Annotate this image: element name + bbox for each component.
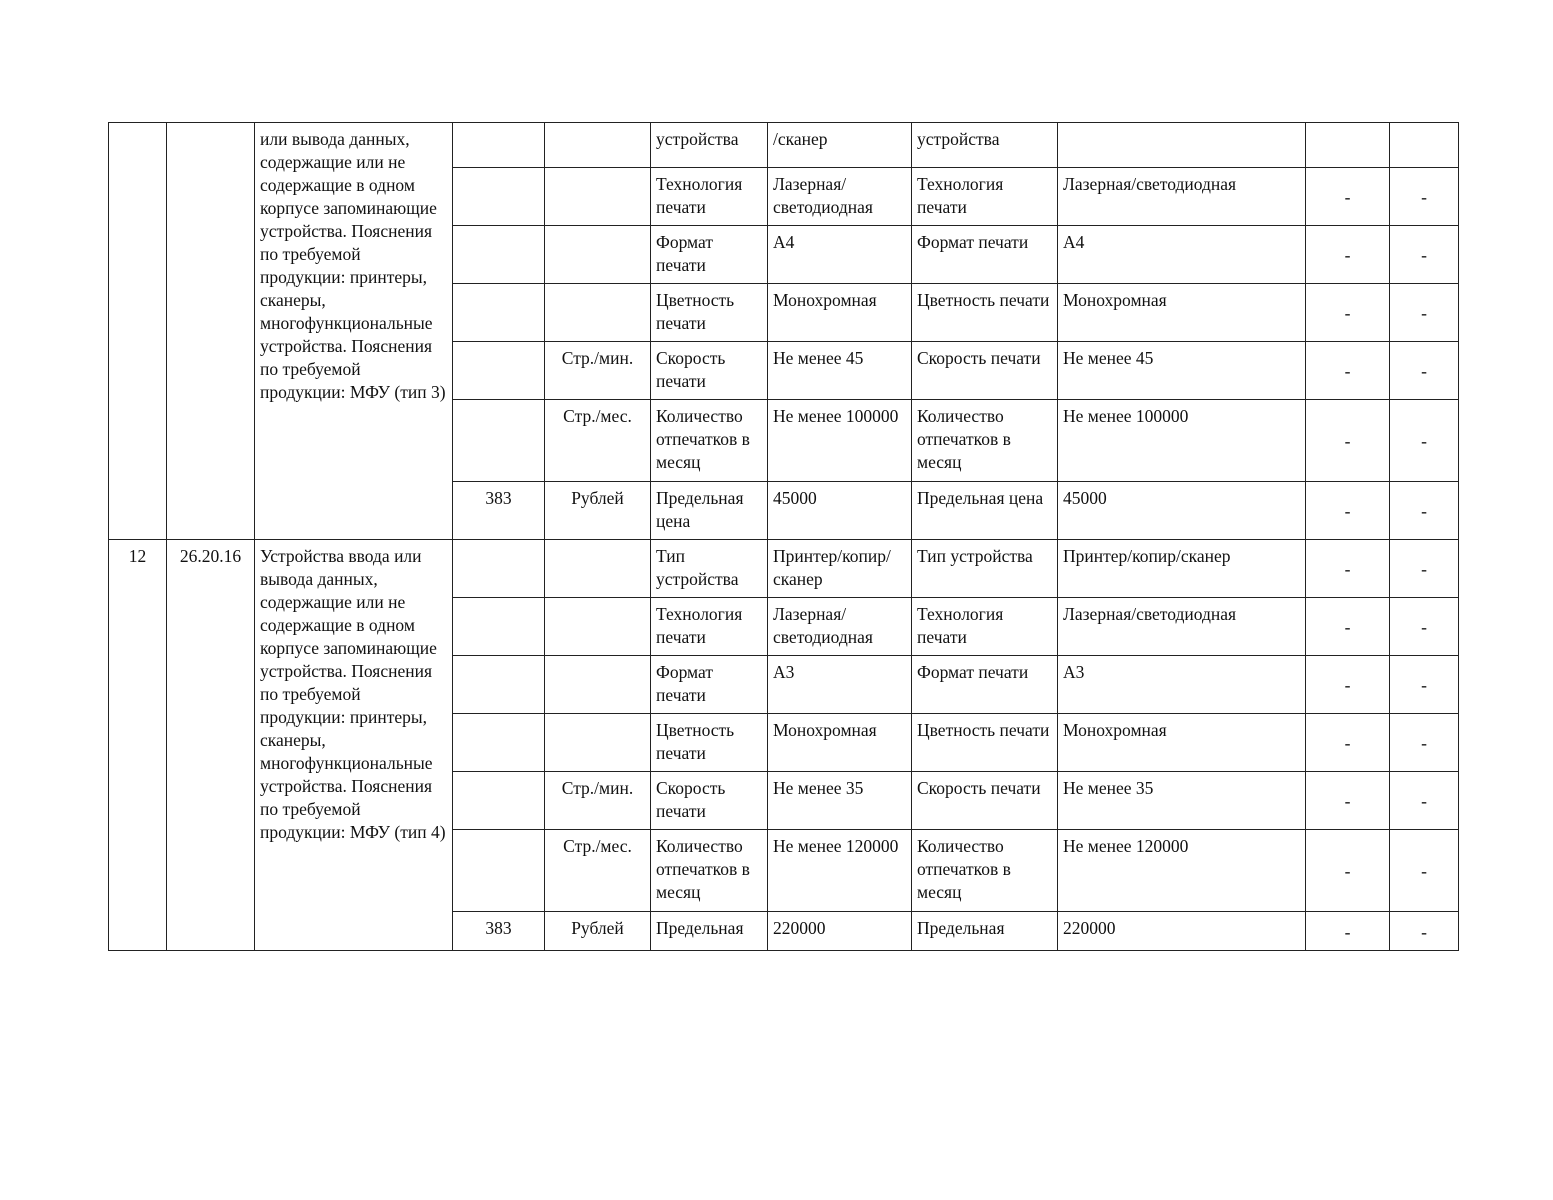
characteristic-cell: Скорость печати xyxy=(912,342,1058,400)
characteristic-cell: Технология печати xyxy=(651,598,768,656)
characteristic-cell: Формат печати xyxy=(651,656,768,714)
dash-cell: - xyxy=(1390,598,1459,656)
okei-code-cell xyxy=(453,284,545,342)
characteristic-cell: Тип устройства xyxy=(912,540,1058,598)
row-number-cell xyxy=(109,123,167,540)
characteristic-cell: Формат печати xyxy=(912,656,1058,714)
okei-code-cell xyxy=(453,168,545,226)
characteristic-cell: Цветность печати xyxy=(651,284,768,342)
unit-cell xyxy=(545,284,651,342)
characteristic-cell: Цветность печати xyxy=(912,284,1058,342)
value-cell: А4 xyxy=(768,226,912,284)
dash-cell: - xyxy=(1390,342,1459,400)
unit-cell xyxy=(545,168,651,226)
dash-cell: - xyxy=(1390,226,1459,284)
okei-code-cell xyxy=(453,226,545,284)
value-cell: Монохромная xyxy=(1058,714,1306,772)
dash-cell: - xyxy=(1390,912,1459,951)
unit-cell xyxy=(545,598,651,656)
value-cell: 45000 xyxy=(768,482,912,540)
value-cell: Не менее 120000 xyxy=(1058,830,1306,912)
okei-code-cell: 383 xyxy=(453,912,545,951)
table-row xyxy=(109,540,1459,598)
value-cell: Монохромная xyxy=(768,284,912,342)
characteristic-cell: Технология печати xyxy=(651,168,768,226)
okei-code-cell xyxy=(453,123,545,168)
value-cell: 220000 xyxy=(768,912,912,951)
okei-code-cell xyxy=(453,714,545,772)
characteristic-cell: устройства xyxy=(912,123,1058,168)
characteristic-cell: Цветность печати xyxy=(651,714,768,772)
value-cell: Лазерная/светодиодная xyxy=(1058,168,1306,226)
okei-code-cell xyxy=(453,400,545,482)
dash-cell: - xyxy=(1390,168,1459,226)
dash-cell: - xyxy=(1306,226,1390,284)
unit-cell xyxy=(545,540,651,598)
characteristic-cell: Количество отпечатков в месяц xyxy=(912,830,1058,912)
value-cell: Лазерная/светодиодная xyxy=(768,598,912,656)
characteristic-cell: устройства xyxy=(651,123,768,168)
value-cell: Не менее 35 xyxy=(1058,772,1306,830)
characteristic-cell: Скорость печати xyxy=(651,772,768,830)
characteristic-cell: Количество отпечатков в месяц xyxy=(651,830,768,912)
dash-cell: - xyxy=(1306,284,1390,342)
dash-cell: - xyxy=(1390,540,1459,598)
unit-cell: Стр./мес. xyxy=(545,830,651,912)
value-cell: Не менее 45 xyxy=(768,342,912,400)
characteristic-cell: Количество отпечатков в месяц xyxy=(912,400,1058,482)
value-cell: 45000 xyxy=(1058,482,1306,540)
unit-cell: Стр./мес. xyxy=(545,400,651,482)
value-cell: Не менее 35 xyxy=(768,772,912,830)
okpd2-code-cell xyxy=(167,123,255,540)
okei-code-cell xyxy=(453,830,545,912)
value-cell: /сканер xyxy=(768,123,912,168)
dash-cell xyxy=(1390,123,1459,168)
characteristic-cell: Предельная цена xyxy=(912,482,1058,540)
okpd2-code-cell: 26.20.16 xyxy=(167,540,255,951)
dash-cell: - xyxy=(1390,284,1459,342)
characteristic-cell: Цветность печати xyxy=(912,714,1058,772)
okei-code-cell xyxy=(453,540,545,598)
unit-cell: Стр./мин. xyxy=(545,342,651,400)
value-cell: А4 xyxy=(1058,226,1306,284)
value-cell: Не менее 100000 xyxy=(1058,400,1306,482)
characteristic-cell: Формат печати xyxy=(912,226,1058,284)
okei-code-cell: 383 xyxy=(453,482,545,540)
dash-cell: - xyxy=(1390,656,1459,714)
product-description-cell: или вывода данных, содержащие или не содержащие в одном корпусе запоминающие устройства. Пояснения по требуемой продукции: принтеры, сканеры, многофункциональные устройства. Пояснения по требуемой продукции: МФУ (тип 3) xyxy=(255,123,453,540)
requirements-table xyxy=(108,122,1459,951)
okei-code-cell xyxy=(453,772,545,830)
value-cell: Не менее 45 xyxy=(1058,342,1306,400)
dash-cell: - xyxy=(1306,714,1390,772)
dash-cell: - xyxy=(1306,540,1390,598)
characteristic-cell: Технология печати xyxy=(912,598,1058,656)
value-cell: Принтер/копир/сканер xyxy=(768,540,912,598)
dash-cell: - xyxy=(1306,772,1390,830)
unit-cell xyxy=(545,226,651,284)
unit-cell: Рублей xyxy=(545,912,651,951)
dash-cell: - xyxy=(1306,482,1390,540)
value-cell: А3 xyxy=(768,656,912,714)
dash-cell: - xyxy=(1306,342,1390,400)
table-row xyxy=(109,123,1459,168)
value-cell: А3 xyxy=(1058,656,1306,714)
value-cell: Не менее 120000 xyxy=(768,830,912,912)
unit-cell: Стр./мин. xyxy=(545,772,651,830)
characteristic-cell: Предельная xyxy=(651,912,768,951)
okei-code-cell xyxy=(453,598,545,656)
characteristic-cell: Технология печати xyxy=(912,168,1058,226)
okei-code-cell xyxy=(453,342,545,400)
characteristic-cell: Тип устройства xyxy=(651,540,768,598)
dash-cell: - xyxy=(1390,482,1459,540)
row-number-cell: 12 xyxy=(109,540,167,951)
unit-cell xyxy=(545,714,651,772)
value-cell: Монохромная xyxy=(1058,284,1306,342)
dash-cell: - xyxy=(1306,168,1390,226)
value-cell: Лазерная/светодиодная xyxy=(1058,598,1306,656)
okei-code-cell xyxy=(453,656,545,714)
characteristic-cell: Формат печати xyxy=(651,226,768,284)
value-cell: Монохромная xyxy=(768,714,912,772)
value-cell: 220000 xyxy=(1058,912,1306,951)
value-cell: Лазерная/светодиодная xyxy=(768,168,912,226)
dash-cell: - xyxy=(1306,830,1390,912)
characteristic-cell: Скорость печати xyxy=(912,772,1058,830)
dash-cell: - xyxy=(1306,912,1390,951)
unit-cell xyxy=(545,123,651,168)
dash-cell: - xyxy=(1306,400,1390,482)
characteristic-cell: Предельная xyxy=(912,912,1058,951)
value-cell: Принтер/копир/сканер xyxy=(1058,540,1306,598)
value-cell xyxy=(1058,123,1306,168)
product-description-cell: Устройства ввода или вывода данных, содержащие или не содержащие в одном корпусе запоминающие устройства. Пояснения по требуемой продукции: принтеры, сканеры, многофункциональные устройства. Пояснения по требуемой продукции: МФУ (тип 4) xyxy=(255,540,453,951)
unit-cell: Рублей xyxy=(545,482,651,540)
characteristic-cell: Количество отпечатков в месяц xyxy=(651,400,768,482)
characteristic-cell: Предельная цена xyxy=(651,482,768,540)
dash-cell: - xyxy=(1306,598,1390,656)
dash-cell: - xyxy=(1306,656,1390,714)
unit-cell xyxy=(545,656,651,714)
dash-cell: - xyxy=(1390,714,1459,772)
dash-cell xyxy=(1306,123,1390,168)
dash-cell: - xyxy=(1390,830,1459,912)
dash-cell: - xyxy=(1390,772,1459,830)
characteristic-cell: Скорость печати xyxy=(651,342,768,400)
value-cell: Не менее 100000 xyxy=(768,400,912,482)
dash-cell: - xyxy=(1390,400,1459,482)
